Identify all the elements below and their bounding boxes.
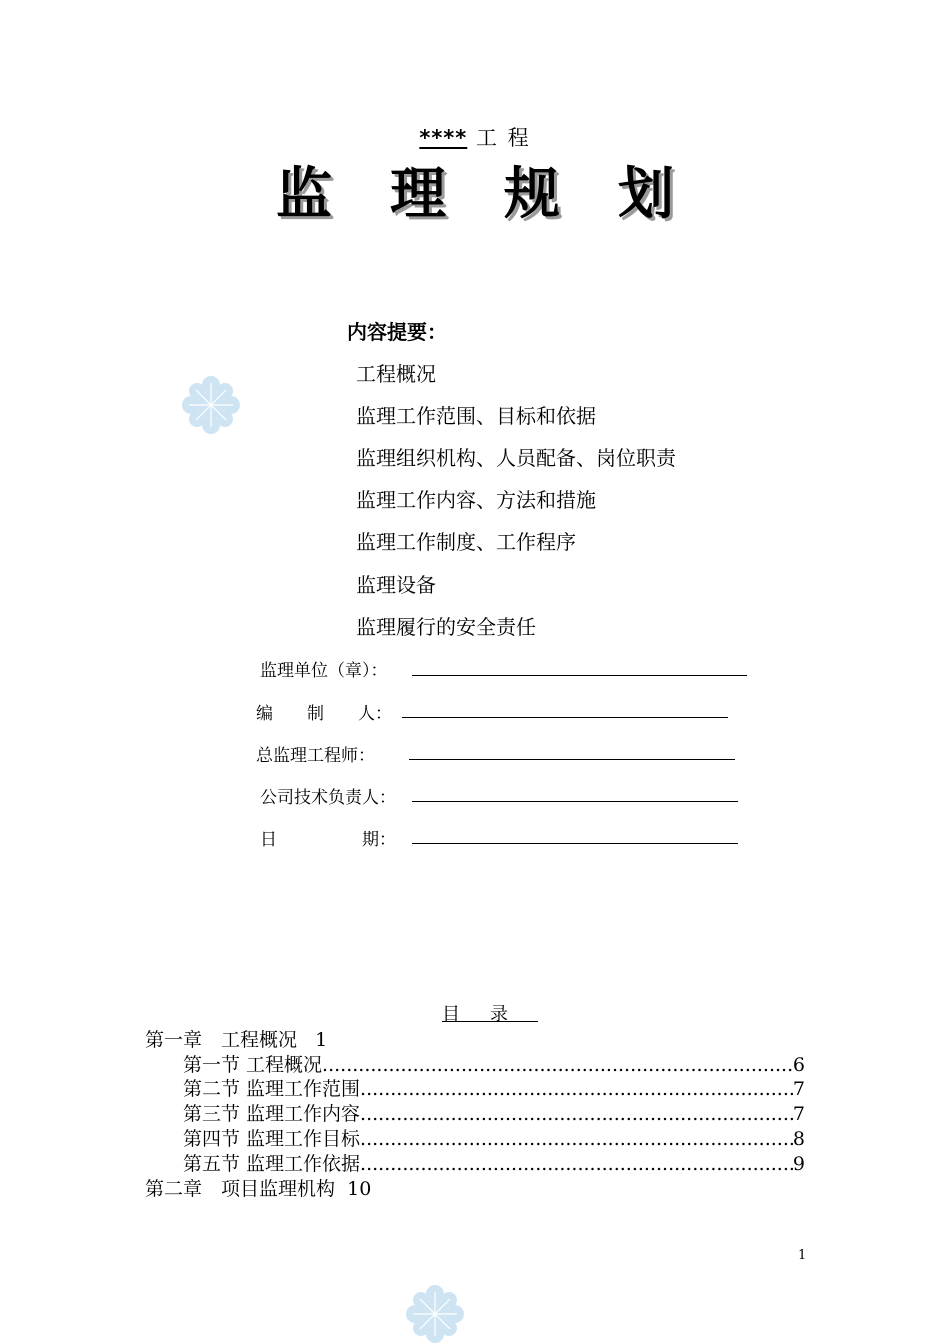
signature-line-tech-lead[interactable] [412, 801, 738, 802]
signature-line-chief-engineer[interactable] [409, 759, 735, 760]
toc-section-entry[interactable]: 第一节 工程概况 ..... 6 [183, 1050, 805, 1077]
snowflake-watermark-icon [181, 375, 241, 435]
signature-line-author[interactable] [402, 717, 728, 718]
summary-item: 监理履行的安全责任 [356, 615, 536, 639]
signature-line-date[interactable] [412, 843, 738, 844]
signature-label-date: 日 期： [260, 830, 396, 850]
toc-chapter-entry[interactable]: 第一章 工程概况 1 [145, 1029, 328, 1051]
summary-item: 监理工作范围、目标和依据 [356, 404, 596, 428]
toc-section-entry[interactable]: 第二节 监理工作范围 ..... 7 [183, 1074, 805, 1101]
project-name-line [0, 122, 950, 152]
project-name-placeholder: **** [419, 126, 468, 150]
summary-heading: 内容提要： [347, 320, 447, 344]
summary-item: 工程概况 [356, 362, 436, 386]
signature-label-tech-lead: 公司技术负责人： [260, 788, 396, 808]
project-suffix: 工 程 [475, 126, 531, 150]
toc-section-entry[interactable]: 第五节 监理工作依据 ..... 9 [183, 1149, 805, 1176]
toc-section-entry[interactable]: 第四节 监理工作目标 ..... 8 [183, 1124, 805, 1151]
summary-item: 监理设备 [356, 573, 436, 597]
summary-item: 监理工作制度、工作程序 [356, 530, 576, 554]
summary-item: 监理工作内容、方法和措施 [356, 488, 596, 512]
toc-title: 目录 [442, 1004, 538, 1025]
summary-item: 监理组织机构、人员配备、岗位职责 [356, 446, 676, 470]
signature-line-unit[interactable] [412, 675, 747, 676]
document-title: 监理规划 [276, 162, 732, 227]
toc-chapter-entry[interactable]: 第二章 项目监理机构 10 [145, 1178, 372, 1200]
signature-label-unit: 监理单位（章）： [260, 661, 388, 681]
page-number: 1 [798, 1248, 807, 1263]
toc-section-entry[interactable]: 第三节 监理工作内容 ..... 7 [183, 1099, 805, 1126]
snowflake-watermark-icon [405, 1284, 465, 1344]
signature-label-author: 编 制 人： [256, 704, 392, 724]
signature-label-chief-engineer: 总监理工程师： [256, 746, 375, 766]
